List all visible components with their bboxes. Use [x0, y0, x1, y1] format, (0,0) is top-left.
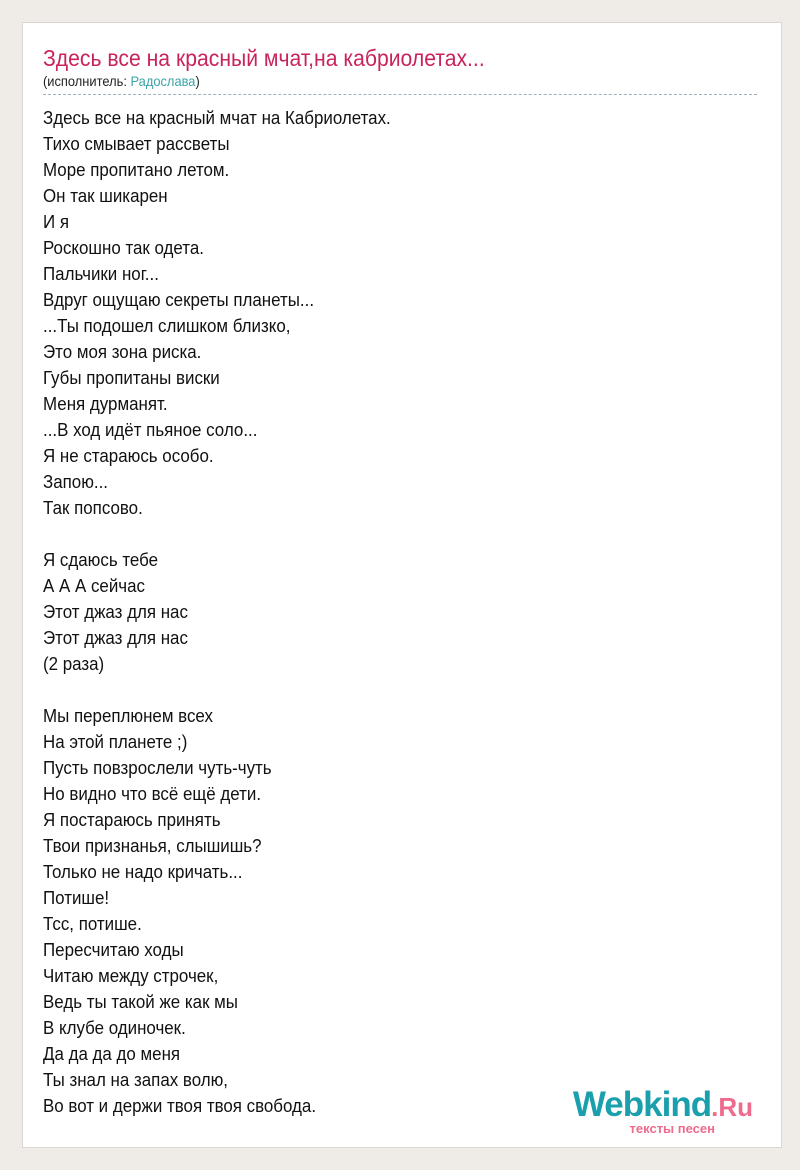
lyric-line: (2 раза)	[43, 654, 105, 674]
lyric-line: Читаю между строчек,	[43, 966, 219, 986]
lyric-line: Это моя зона риска.	[43, 342, 202, 362]
lyric-line: Я постараюсь принять	[43, 810, 221, 830]
lyric-line: Этот джаз для нас	[43, 628, 188, 648]
lyric-line: Этот джаз для нас	[43, 602, 188, 622]
lyric-line	[43, 677, 391, 703]
artist-label: (исполнитель:	[43, 73, 131, 89]
lyric-line: Так попсово.	[43, 498, 143, 518]
artist-suffix: )	[195, 73, 200, 89]
logo-tld: .Ru	[711, 1092, 753, 1122]
lyric-line: В клубе одиночек.	[43, 1018, 186, 1038]
lyric-line: Я сдаюсь тебе	[43, 550, 159, 570]
lyric-line: Запою...	[43, 472, 109, 492]
lyrics-text	[43, 105, 391, 1119]
lyric-line: Во вот и держи твоя твоя свобода.	[43, 1096, 317, 1116]
lyrics-card	[22, 22, 782, 1148]
logo-main: Webkind	[572, 1085, 712, 1124]
artist-link[interactable]: Радослава	[130, 73, 196, 89]
lyric-line: Он так шикарен	[43, 186, 168, 206]
lyric-line: Но видно что всё ещё дети.	[43, 784, 262, 804]
lyric-line: Только не надо кричать...	[43, 862, 243, 882]
divider	[43, 94, 757, 95]
lyric-line: Вдруг ощущаю секреты планеты...	[43, 290, 315, 310]
lyric-line: Твои признанья, слышишь?	[43, 836, 262, 856]
lyric-line: ...В ход идёт пьяное соло...	[43, 420, 258, 440]
lyric-line: Пальчики ног...	[43, 264, 159, 284]
lyric-line: Тихо смывает рассветы	[43, 134, 230, 154]
lyric-line: Море пропитано летом.	[43, 160, 230, 180]
song-title: Здесь все на красный мчат,на кабриолетах...	[43, 45, 485, 71]
logo-tagline: тексты песен	[629, 1121, 715, 1136]
lyric-line: Потише!	[43, 888, 110, 908]
lyric-line: Я не стараюсь особо.	[43, 446, 214, 466]
webkind-logo[interactable]	[572, 1085, 753, 1136]
lyric-line: ...Ты подошел слишком близко,	[43, 316, 291, 336]
lyric-line: Мы переплюнем всех	[43, 706, 213, 726]
lyric-line: Меня дурманят.	[43, 394, 168, 414]
lyric-line: Губы пропитаны виски	[43, 368, 220, 388]
lyric-line: Тсс, потише.	[43, 914, 142, 934]
lyric-line: Роскошно так одета.	[43, 238, 204, 258]
lyric-line	[43, 521, 391, 547]
lyric-line: Пересчитаю ходы	[43, 940, 184, 960]
lyric-line: Здесь все на красный мчат на Кабриолетах.	[43, 108, 391, 128]
artist-line	[43, 73, 200, 89]
lyric-line: Да да да до меня	[43, 1044, 181, 1064]
lyric-line: Ты знал на запах волю,	[43, 1070, 229, 1090]
lyric-line: Ведь ты такой же как мы	[43, 992, 238, 1012]
lyric-line: Пусть повзрослели чуть-чуть	[43, 758, 272, 778]
lyric-line: А А А сейчас	[43, 576, 145, 596]
lyric-line: На этой планете ;)	[43, 732, 188, 752]
lyric-line: И я	[43, 212, 70, 232]
